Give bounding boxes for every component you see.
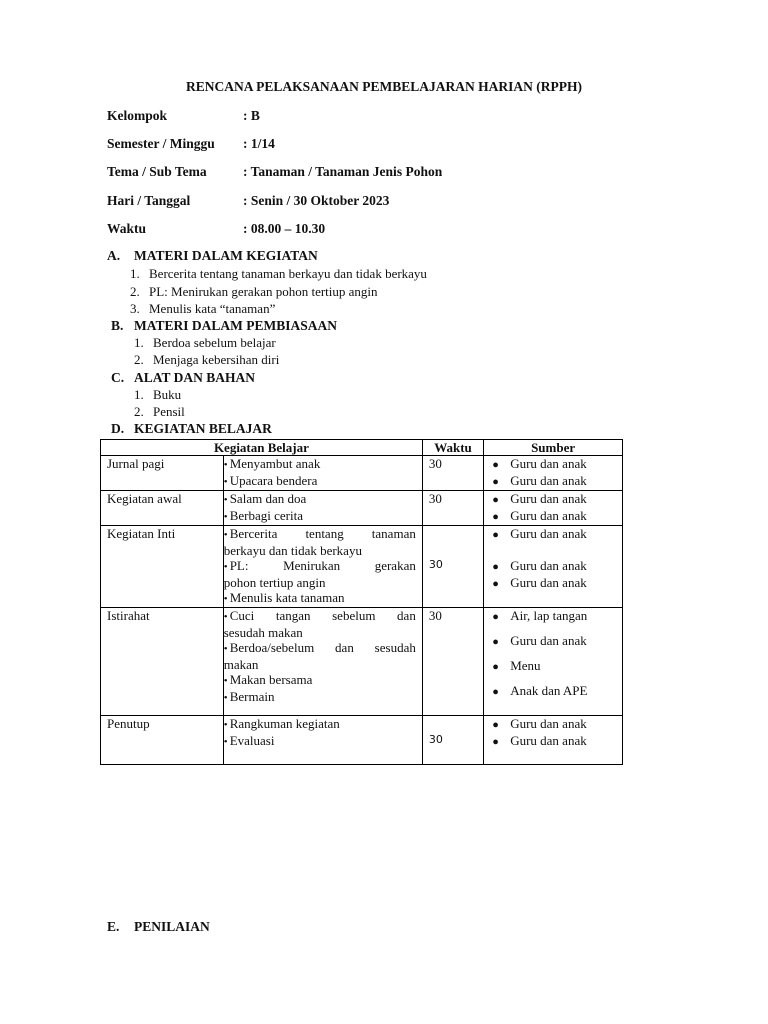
activity-item-continuation: makan bbox=[223, 657, 259, 672]
bullet-icon: • bbox=[223, 736, 228, 748]
bullet-icon: • bbox=[223, 692, 228, 704]
bullet-icon: ● bbox=[492, 661, 499, 673]
list-item: 2. PL: Menirukan gerakan pohon tertiup angin bbox=[130, 284, 378, 299]
phase-cell: Kegiatan Inti bbox=[101, 526, 224, 608]
header-waktu: Waktu bbox=[422, 440, 483, 456]
info-value: : Senin / 30 Oktober 2023 bbox=[243, 193, 390, 208]
info-value: : Tanaman / Tanaman Jenis Pohon bbox=[243, 164, 443, 179]
info-label: Hari / Tanggal bbox=[107, 193, 191, 208]
bullet-icon: ● bbox=[492, 561, 499, 573]
activity-item: • Rangkuman kegiatan bbox=[223, 716, 340, 731]
bullet-icon: ● bbox=[492, 686, 499, 698]
sumber-cell bbox=[484, 491, 623, 526]
activity-item: • Berdoa/sebelum dan sesudah bbox=[223, 640, 416, 655]
bullet-icon: ● bbox=[492, 511, 499, 523]
activity-item: • Menulis kata tanaman bbox=[223, 590, 345, 605]
sumber-item: ● Guru dan anak bbox=[492, 508, 587, 523]
header-sumber: Sumber bbox=[484, 440, 623, 456]
activity-item: • PL: Menirukan gerakan bbox=[223, 558, 416, 573]
bullet-icon: • bbox=[223, 561, 228, 573]
info-value: : 08.00 – 10.30 bbox=[243, 221, 326, 236]
bullet-icon: • bbox=[223, 494, 228, 506]
activity-cell bbox=[223, 526, 422, 608]
phase-cell: Jurnal pagi bbox=[101, 456, 224, 491]
activity-item: • Evaluasi bbox=[223, 733, 275, 748]
phase-cell: Istirahat bbox=[101, 608, 224, 716]
list-item: 3. Menulis kata “tanaman” bbox=[130, 301, 276, 316]
header-kegiatan: Kegiatan Belajar bbox=[101, 440, 423, 456]
bullet-icon: ● bbox=[492, 459, 499, 471]
sumber-item: ● Guru dan anak bbox=[492, 575, 587, 590]
info-label: Tema / Sub Tema bbox=[107, 164, 207, 179]
info-row-tema bbox=[107, 164, 442, 180]
sumber-item: ● Air, lap tangan bbox=[492, 608, 588, 623]
sumber-cell bbox=[484, 526, 623, 608]
bullet-icon: • bbox=[223, 643, 228, 655]
bullet-icon: ● bbox=[492, 494, 499, 506]
sumber-cell bbox=[484, 608, 623, 716]
waktu-cell: 30 bbox=[422, 491, 483, 526]
bullet-icon: ● bbox=[492, 476, 499, 488]
activity-item: • Upacara bendera bbox=[223, 473, 318, 488]
waktu-cell: 30 bbox=[422, 716, 483, 765]
bullet-icon: • bbox=[223, 476, 228, 488]
sumber-item: ● Anak dan APE bbox=[492, 683, 588, 698]
activity-cell bbox=[223, 456, 422, 491]
phase-cell: Penutup bbox=[101, 716, 224, 765]
section-e-heading: E. PENILAIAN bbox=[107, 919, 210, 934]
sumber-item: ● Menu bbox=[492, 658, 541, 673]
sumber-item: ● Guru dan anak bbox=[492, 473, 587, 488]
sumber-item: ● Guru dan anak bbox=[492, 558, 587, 573]
list-item: 1. Bercerita tentang tanaman berkayu dan tidak berkayu bbox=[130, 266, 427, 281]
bullet-icon: ● bbox=[492, 529, 499, 541]
phase-cell: Kegiatan awal bbox=[101, 491, 224, 526]
table-row bbox=[101, 608, 623, 716]
activity-item: • Bermain bbox=[223, 689, 275, 704]
bullet-icon: • bbox=[223, 719, 228, 731]
info-label: Semester / Minggu bbox=[107, 136, 215, 151]
kegiatan-belajar-table bbox=[100, 439, 623, 765]
info-label: Waktu bbox=[107, 221, 147, 236]
activity-item: • Salam dan doa bbox=[223, 491, 307, 506]
list-item: 1. Berdoa sebelum belajar bbox=[134, 335, 276, 350]
bullet-icon: ● bbox=[492, 578, 499, 590]
sumber-cell bbox=[484, 456, 623, 491]
section-a-heading: A. MATERI DALAM KEGIATAN bbox=[107, 248, 318, 263]
waktu-cell: 30 bbox=[422, 608, 483, 716]
info-row-hari bbox=[107, 193, 389, 209]
info-row-kelompok bbox=[107, 108, 260, 124]
sumber-item: ● Guru dan anak bbox=[492, 526, 587, 541]
table-row bbox=[101, 491, 623, 526]
activity-item-continuation: pohon tertiup angin bbox=[223, 575, 326, 590]
activity-cell bbox=[223, 608, 422, 716]
bullet-icon: ● bbox=[492, 736, 499, 748]
activity-item-continuation: berkayu dan tidak berkayu bbox=[223, 543, 362, 558]
table-row bbox=[101, 456, 623, 491]
waktu-cell: 30 bbox=[422, 456, 483, 491]
table-row bbox=[101, 526, 623, 608]
bullet-icon: • bbox=[223, 459, 228, 471]
bullet-icon: • bbox=[223, 511, 228, 523]
table-header-row bbox=[101, 440, 623, 456]
bullet-icon: • bbox=[223, 529, 228, 541]
list-item: 1. Buku bbox=[134, 387, 182, 402]
sumber-item: ● Guru dan anak bbox=[492, 491, 587, 506]
bullet-icon: ● bbox=[492, 719, 499, 731]
info-row-semester bbox=[107, 136, 275, 152]
section-b-heading: B. MATERI DALAM PEMBIASAAN bbox=[111, 318, 338, 333]
activity-item: • Bercerita tentang tanaman bbox=[223, 526, 416, 541]
waktu-cell: 30 bbox=[422, 526, 483, 608]
sumber-cell bbox=[484, 716, 623, 765]
activity-item-continuation: sesudah makan bbox=[223, 625, 303, 640]
list-item: 2. Menjaga kebersihan diri bbox=[134, 352, 280, 367]
info-value: : 1/14 bbox=[243, 136, 275, 151]
sumber-item: ● Guru dan anak bbox=[492, 733, 587, 748]
section-c-heading: C. ALAT DAN BAHAN bbox=[111, 370, 256, 385]
info-row-waktu bbox=[107, 221, 325, 237]
bullet-icon: • bbox=[223, 611, 228, 623]
activity-item: • Makan bersama bbox=[223, 672, 313, 687]
sumber-item: ● Guru dan anak bbox=[492, 633, 587, 648]
activity-cell bbox=[223, 491, 422, 526]
page-title: RENCANA PELAKSANAAN PEMBELAJARAN HARIAN (RPPH) bbox=[185, 79, 582, 94]
bullet-icon: ● bbox=[492, 636, 499, 648]
bullet-icon: • bbox=[223, 593, 228, 605]
bullet-icon: ● bbox=[492, 611, 499, 623]
activity-item: • Berbagi cerita bbox=[223, 508, 303, 523]
list-item: 2. Pensil bbox=[134, 404, 185, 419]
activity-item: • Cuci tangan sebelum dan bbox=[223, 608, 416, 623]
sumber-item: ● Guru dan anak bbox=[492, 456, 587, 471]
activity-cell bbox=[223, 716, 422, 765]
info-value: : B bbox=[243, 108, 260, 123]
activity-item: • Menyambut anak bbox=[223, 456, 321, 471]
sumber-item: ● Guru dan anak bbox=[492, 716, 587, 731]
section-d-heading: D. KEGIATAN BELAJAR bbox=[111, 421, 272, 436]
info-label: Kelompok bbox=[107, 108, 168, 123]
bullet-icon: • bbox=[223, 675, 228, 687]
table-row bbox=[101, 716, 623, 765]
